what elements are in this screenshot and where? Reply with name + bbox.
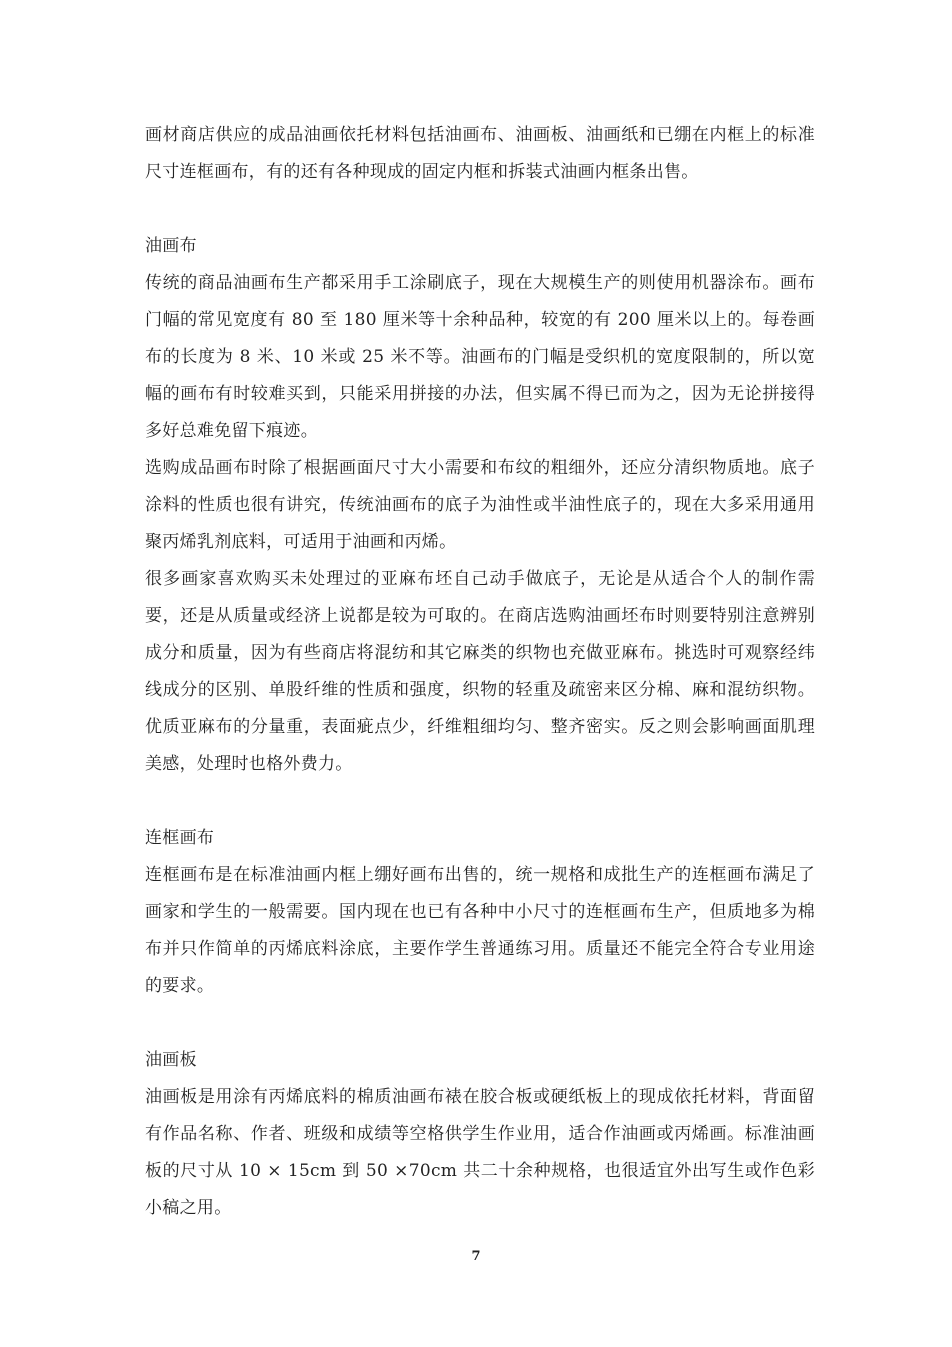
page-content — [145, 117, 815, 1227]
oil-canvas-paragraph-2: 选购成品画布时除了根据画面尺寸大小需要和布纹的粗细外，还应分清织物质地。底子涂料的性质也很有讲究，传统油画布的底子为油性或半油性底子的，现在大多采用通用聚丙烯乳剂底料，可适用于油画和丙烯。 — [145, 458, 815, 552]
oil-canvas-paragraph-1: 传统的商品油画布生产都采用手工涂刷底子，现在大规模生产的则使用机器涂布。画布门幅的常见宽度有 80 至 180 厘米等十余种品种，较宽的有 200 厘米以上的。每卷画布的长度为 8 米、10 米或 25 米不等。油画布的门幅是受织机的宽度限制的，所以宽幅的画布有时较难买到，只能采用拼接的办法，但实属不得已而为之，因为无论拼接得多好总难免留下痕迹。 — [145, 273, 815, 441]
section-heading-canvas-board: 油画板 — [145, 1050, 197, 1070]
page-number: 7 — [471, 1249, 481, 1264]
section-heading-stretched-canvas: 连框画布 — [145, 828, 215, 848]
intro-paragraph: 画材商店供应的成品油画依托材料包括油画布、油画板、油画纸和已绷在内框上的标准尺寸连框画布，有的还有各种现成的固定内框和拆装式油画内框条出售。 — [145, 125, 815, 182]
stretched-canvas-paragraph: 连框画布是在标准油画内框上绷好画布出售的，统一规格和成批生产的连框画布满足了画家和学生的一般需要。国内现在也已有各种中小尺寸的连框画布生产，但质地多为棉布并只作简单的丙烯底料涂底，主要作学生普通练习用。质量还不能完全符合专业用途的要求。 — [145, 865, 815, 996]
section-gap — [145, 1005, 815, 1042]
section-heading-oil-canvas: 油画布 — [145, 236, 197, 256]
section-gap — [145, 783, 815, 820]
section-gap — [145, 191, 815, 228]
oil-canvas-paragraph-3: 很多画家喜欢购买未处理过的亚麻布坯自己动手做底子，无论是从适合个人的制作需要，还是从质量或经济上说都是较为可取的。在商店选购油画坯布时则要特别注意辨别成分和质量，因为有些商店将混纺和其它麻类的织物也充做亚麻布。挑选时可观察经纬线成分的区别、单股纤维的性质和强度，织物的轻重及疏密来区分棉、麻和混纺织物。优质亚麻布的分量重，表面疵点少，纤维粗细均匀、整齐密实。反之则会影响画面肌理美感，处理时也格外费力。 — [145, 569, 815, 774]
canvas-board-paragraph: 油画板是用涂有丙烯底料的棉质油画布裱在胶合板或硬纸板上的现成依托材料，背面留有作品名称、作者、班级和成绩等空格供学生作业用，适合作油画或丙烯画。标准油画板的尺寸从 10 × 15cm 到 50 ×70cm 共二十余种规格，也很适宜外出写生或作色彩小稿之用。 — [145, 1087, 815, 1218]
